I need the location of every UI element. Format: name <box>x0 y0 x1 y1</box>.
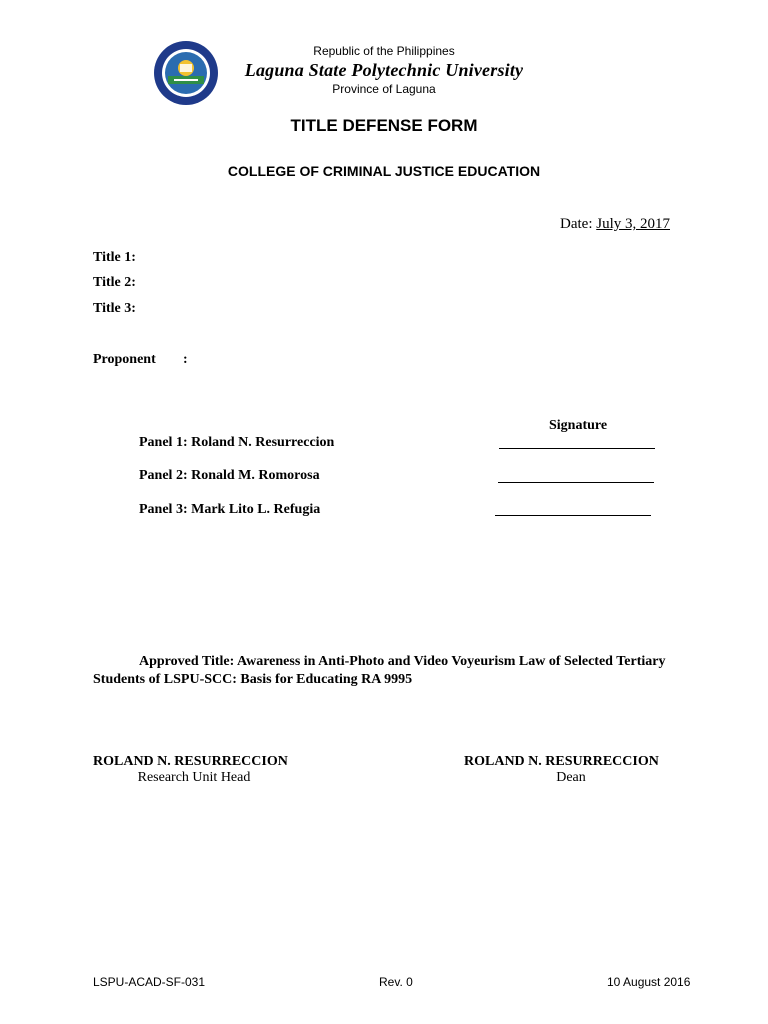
title1-label: Title 1: <box>93 250 136 265</box>
panel-2-name: Panel 2: Ronald M. Romorosa <box>139 468 320 483</box>
panel-3-signature-line <box>495 515 651 516</box>
left-signatory-role: Research Unit Head <box>137 770 251 785</box>
panel-3-name: Panel 3: Mark Lito L. Refugia <box>139 502 321 517</box>
footer-form-code: LSPU-ACAD-SF-031 <box>93 975 206 989</box>
form-title: TITLE DEFENSE FORM <box>290 116 478 135</box>
title3-label: Title 3: <box>93 301 136 316</box>
signature-heading: Signature <box>549 418 608 433</box>
approved-title: Approved Title: Awareness in Anti-Photo and Video Voyeurism Law of Selected Tertiary Students of LSPU-SCC: Basis for Educating RA 9995 <box>93 654 666 687</box>
left-signatory-name: ROLAND N. RESURRECCION <box>93 754 288 769</box>
right-signatory-name: ROLAND N. RESURRECCION <box>464 754 659 769</box>
right-signatory-role: Dean <box>556 770 586 785</box>
republic-line: Republic of the Philippines <box>313 44 455 58</box>
footer-revision: Rev. 0 <box>379 975 413 989</box>
university-name: Laguna State Polytechnic University <box>244 60 524 80</box>
panel-2-signature-line <box>498 482 654 483</box>
college-name: COLLEGE OF CRIMINAL JUSTICE EDUCATION <box>227 163 541 179</box>
date-row <box>560 216 670 233</box>
panel-1-name: Panel 1: Roland N. Resurreccion <box>139 435 335 450</box>
date-label: Date: <box>560 216 593 232</box>
title2-label: Title 2: <box>93 275 136 290</box>
proponent-colon: : <box>183 352 188 367</box>
panel-1-signature-line <box>499 448 655 449</box>
proponent-label: Proponent <box>93 352 156 367</box>
province-line: Province of Laguna <box>332 82 436 96</box>
date-value: July 3, 2017 <box>596 216 670 232</box>
footer-date: 10 August 2016 <box>607 975 691 989</box>
